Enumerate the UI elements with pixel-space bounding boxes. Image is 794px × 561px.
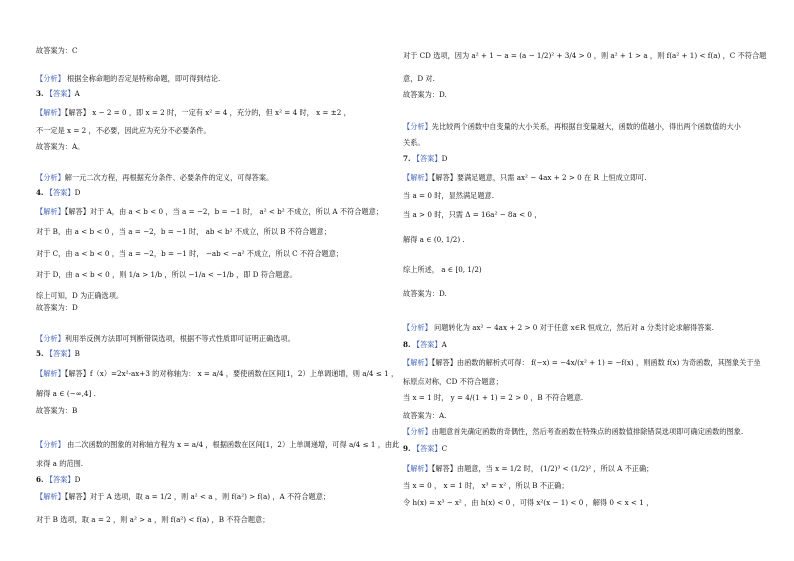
section-tag: 【分析】	[403, 427, 432, 436]
section-tag: 【答案】	[43, 475, 75, 484]
line-text: 故答案为：D.	[403, 289, 447, 298]
line-text: 【解答】对于 A 选项，取 a = 1/2 ，则 a² < a ，则 f(a²) > f(a) ，A 不符合题意；	[64, 492, 331, 501]
right-line	[403, 393, 583, 403]
right-line	[403, 358, 761, 368]
left-line	[36, 207, 383, 217]
section-tag: 【分析】	[36, 334, 65, 343]
line-text: 意，D 对.	[403, 74, 435, 83]
left-line	[36, 389, 96, 399]
line-text: 对于 D，由 a < b < 0 ，则 1/a > 1/b ，所以 −1/a < −1/b ，即 D 符合题意。	[36, 270, 297, 279]
section-tag: 【答案】	[410, 340, 442, 349]
line-text: 【解答】	[64, 108, 90, 117]
section-tag: 【分析】	[403, 323, 432, 332]
right-line	[403, 235, 465, 245]
right-line	[403, 481, 569, 491]
question-number: 9.	[403, 444, 411, 453]
section-tag: 【解析】	[36, 369, 65, 378]
line-text: 【解答】f（x）=2x²-ax+3 的对称轴为： x = a/4 ，要使函数在区间[1，2）上单调递增，则 a/4 ≤ 1 ，	[64, 369, 399, 378]
line-text: 故答案为：A.	[403, 411, 447, 420]
question-number: 5.	[36, 349, 44, 358]
line-text: x − 2 = 0 ，即 x = 2 时，一定有 x² = 4 ，充分的，但 x² = 4 时， x = ±2 ，	[89, 108, 351, 117]
left-line	[36, 46, 77, 56]
left-line	[36, 334, 295, 344]
line-text: 综上可知，D 为正确选项。	[36, 291, 124, 300]
line-text: B	[74, 349, 80, 358]
section-tag: 【解析】	[36, 207, 65, 216]
line-text: 当 x = 1 时， y = 4/(1 + 1) = 2 > 0 ，B 不符合题意.	[403, 393, 584, 402]
line-text: 故答案为：D.	[403, 90, 447, 99]
left-line	[36, 173, 273, 183]
left-line	[36, 270, 297, 280]
question-number: 8.	[403, 340, 411, 349]
left-line	[36, 406, 77, 416]
right-line	[403, 173, 647, 183]
line-text: 对于 B，由 a < b < 0 ，当 a = −2，b = −1 时， ab < b² 不成立，所以 B 不符合题意；	[36, 227, 331, 236]
left-line	[36, 227, 331, 237]
line-text: 【解答】由函数的解析式可得： f(−x) = −4x/(x² + 1) = −f(x) ，则函数 f(x) 为奇函数，其图象关于坐	[431, 358, 761, 367]
question-number: 3.	[36, 89, 44, 98]
line-text: 【解答】要满足题意，只需 ax² − 4ax + 2 > 0 在 R 上恒成立即可.	[431, 173, 647, 182]
left-line	[36, 89, 80, 99]
right-line	[403, 464, 653, 474]
line-text: 问题转化为 ax² − 4ax + 2 > 0 对于任意 x∈R 恒成立，然后对 a 分类讨论求解得答案.	[431, 323, 714, 332]
line-text: 当 a = 0 时，显然满足题意.	[403, 191, 494, 200]
section-tag: 【答案】	[43, 89, 75, 98]
left-line	[36, 249, 343, 259]
left-line	[36, 440, 399, 450]
line-text: 由题意首先确定函数的奇偶性，然后考查函数在特殊点的函数值排除错误选项即可确定函数的图象.	[431, 427, 744, 436]
right-line	[403, 138, 425, 148]
section-tag: 【分析】	[403, 122, 432, 131]
line-text: 解得 a ∈ (0, 1/2) .	[403, 235, 465, 244]
question-number: 7.	[403, 154, 411, 163]
left-line	[36, 459, 83, 469]
right-line	[403, 444, 447, 454]
line-text: 对于 B 选项，取 a = 2 ，则 a² > a ，则 f(a²) < f(a) ，B 不符合题意；	[36, 515, 270, 524]
right-line	[403, 51, 766, 61]
right-line	[403, 377, 503, 387]
left-line	[36, 142, 84, 152]
line-text: 故答案为：C	[36, 46, 78, 55]
section-tag: 【答案】	[410, 444, 442, 453]
section-tag: 【分析】	[36, 173, 65, 182]
line-text: 利用举反例方法即可判断错误选项，根据不等式性质即可证明正确选项。	[64, 334, 295, 343]
right-line	[403, 340, 447, 350]
line-text: A	[74, 89, 80, 98]
line-text: D	[441, 154, 448, 163]
section-tag: 【解析】	[36, 108, 65, 117]
question-number: 6.	[36, 475, 44, 484]
line-text: 对于 C，由 a < b < 0 ，当 a = −2，b = −1 时， −ab < −a² 不成立，所以 C 不符合题意；	[36, 249, 344, 258]
line-text: 根据全称命题的否定是特称命题，即可得到结论.	[64, 74, 221, 83]
line-text: 不一定是 x = 2 ，不必要，因此应为充分不必要条件。	[36, 126, 211, 135]
line-text: 综上所述， a ∈ [0, 1/2)	[403, 265, 482, 274]
line-text: 当 a > 0 时，只需 Δ = 16a² − 8a < 0 ，	[403, 210, 542, 219]
line-text: 当 x = 0 ， x = 1 时， x³ = x² ，所以 B 不正确；	[403, 481, 569, 490]
left-line	[36, 369, 398, 379]
line-text: 【解答】对于 A，由 a < b < 0 ，当 a = −2，b = −1 时， a² < b² 不成立，所以 A 不符合题意；	[64, 207, 383, 216]
line-text: A	[441, 340, 447, 349]
line-text: 解一元二次方程，再根据充分条件、必要条件的定义，可得答案。	[64, 173, 274, 182]
section-tag: 【答案】	[410, 154, 442, 163]
line-text: 故答案为：B	[36, 406, 78, 415]
right-line	[403, 289, 447, 299]
section-tag: 【解析】	[36, 492, 65, 501]
line-text: 解得 a ∈ (−∞,4] .	[36, 389, 96, 398]
section-tag: 【解析】	[403, 358, 432, 367]
right-line	[403, 74, 435, 84]
section-tag: 【解析】	[403, 173, 432, 182]
right-line	[403, 323, 714, 333]
right-line	[403, 210, 541, 220]
section-tag: 【答案】	[43, 188, 75, 197]
left-line	[36, 492, 330, 502]
line-text: 故答案为：D	[36, 303, 78, 312]
line-text: 【解答】由题意，当 x = 1/2 时， (1/2)³ < (1/2)² ，所以 A 不正确；	[431, 464, 654, 473]
left-line	[36, 475, 80, 485]
right-line	[403, 90, 447, 100]
line-text: 先比较两个函数中自变量的大小关系，再根据自变量越大，函数的值越小，得出两个函数值的大小	[431, 122, 741, 131]
line-text: C	[441, 444, 448, 453]
right-line	[403, 154, 447, 164]
right-line	[403, 411, 446, 421]
left-line	[36, 126, 211, 136]
line-text: D	[74, 475, 81, 484]
question-number: 4.	[36, 188, 44, 197]
left-line	[36, 515, 269, 525]
left-line	[36, 108, 351, 118]
line-text: D	[74, 188, 81, 197]
right-line	[403, 265, 482, 275]
left-line	[36, 349, 80, 359]
line-text: 由二次函数的图象的对称轴方程为 x = a/4 ，根据函数在区间[1，2）上单调递增，可得 a/4 ≤ 1 ，由此	[64, 440, 400, 449]
right-line	[403, 122, 741, 132]
section-tag: 【解析】	[403, 464, 432, 473]
line-text: 令 h(x) = x³ − x² ，由 h(x) < 0 ，可得 x²(x − 1) < 0 ，解得 0 < x < 1 ，	[403, 498, 654, 507]
section-tag: 【分析】	[36, 74, 65, 83]
line-text: 求得 a 的范围.	[36, 459, 84, 468]
line-text: 故答案为：A。	[36, 142, 85, 151]
section-tag: 【答案】	[43, 349, 75, 358]
line-text: 对于 CD 选项，因为 a² + 1 − a = (a − 1/2)² + 3/4 > 0 ，则 a² + 1 > a ，则 f(a² + 1) < f(a) ，C 不符合题	[403, 51, 767, 60]
line-text: 标原点对称，CD 不符合题意；	[403, 377, 503, 386]
right-line	[403, 498, 653, 508]
line-text: 关系。	[403, 138, 425, 147]
right-line	[403, 427, 743, 437]
left-line	[36, 291, 123, 301]
left-line	[36, 303, 78, 313]
section-tag: 【分析】	[36, 440, 65, 449]
left-line	[36, 188, 80, 198]
right-line	[403, 191, 494, 201]
left-line	[36, 74, 220, 84]
